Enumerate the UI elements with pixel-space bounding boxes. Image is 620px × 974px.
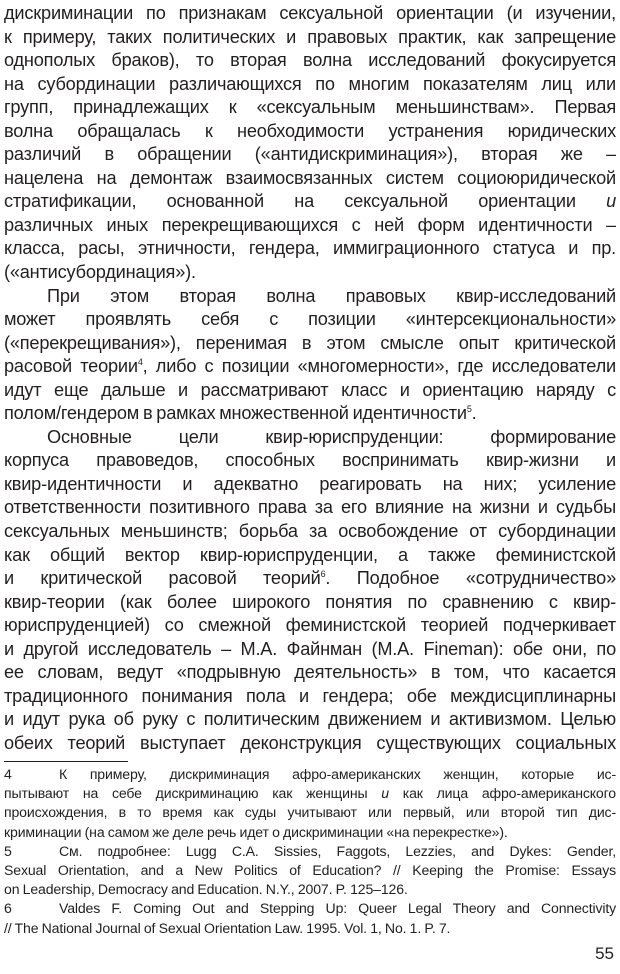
text-line: класса, расы, этничности, гендера, иммиграционного статуса и пр.: [4, 238, 616, 259]
footnote-line: on Leadership, Democracy and Education. N.Y., 2007. P. 125–126.: [4, 881, 408, 898]
footnote-ref: 4: [137, 357, 143, 368]
footnote-line: криминации (на самом же деле речь идет о дискриминации «на перекрестке»).: [4, 823, 508, 840]
text-line: сексуальных меньшинств; борьба за освобождение от субординации: [4, 521, 616, 542]
footnote-6: [4, 899, 616, 918]
footnote-number: 5: [4, 842, 12, 859]
text-line: квир-теории (как более широкого понятия по сравнению с квир-: [4, 591, 616, 612]
footnote-line: Sexual Orientation, and a New Politics of Education? // Keeping the Promise: Essays: [4, 861, 616, 878]
footnote-text: К примеру, дискриминация афро-американских женщин, которые ис-: [59, 766, 616, 782]
footnote-text: См. подробнее: Lugg C.A. Sissies, Faggots, Lezzies, and Dykes: Gender,: [59, 842, 616, 859]
text-line: Основные цели квир-юриспруденции: формирование: [47, 426, 616, 447]
footnote-divider: [4, 761, 128, 762]
footnote-4: [4, 765, 616, 784]
footnote-5: [4, 842, 616, 861]
text-line: и другой исследователь – М.А. Файнман (M.A. Fineman): обе они, по: [4, 638, 616, 659]
text-line: различий в обращении («антидискриминация»), вторая же –: [4, 144, 616, 165]
text-line: ответственности позитивного права за его влияние на жизни и судьбы: [4, 497, 616, 518]
text-line: традиционного понимания пола и гендера; обе междисциплинарны: [4, 685, 616, 706]
text-line: квир-идентичности и адекватно реагировать на них; усиление: [4, 473, 616, 494]
footnote-ref: 6: [320, 569, 326, 580]
text-line: и критической расовой теорий$^6$. Подобное «сотрудничество»: [4, 568, 616, 589]
footnote-text: Valdes F. Coming Out and Stepping Up: Queer Legal Theory and Connectivity: [59, 900, 616, 917]
text-line: («перекрещивания»), перенимая в этом смысле опыт критической: [4, 332, 616, 353]
text-line: стратификации, основанной на сексуальной ориентации и: [4, 191, 616, 212]
page-number: 55: [595, 944, 614, 963]
text-line: При этом вторая волна правовых квир-исследований: [47, 285, 616, 306]
footnote-line: пытывают на себе дискриминацию как женщины и как лица афро-американского: [4, 785, 616, 802]
footnote-number: 4: [4, 766, 12, 782]
text-line: на субординации различающихся по многим показателям лиц или: [4, 73, 616, 94]
text-line: групп, принадлежащих к «сексуальным меньшинствам». Первая: [4, 97, 616, 118]
text-line: однополых браков), то вторая волна исследований фокусируется: [4, 50, 616, 71]
body-text: [4, 2, 616, 756]
footnotes: [4, 765, 616, 938]
text-line: различных иных перекрещивающихся с ней форм идентичности –: [4, 214, 616, 235]
footnote-line: происхождения, в то время как суды учитывают или первый, или второй тип дис-: [4, 804, 616, 821]
text-line: и идут рука об руку с политическим движением и активизмом. Целью: [4, 709, 616, 730]
footnote-line: // The National Journal of Sexual Orientation Law. 1995. Vol. 1, No. 1. P. 7.: [4, 919, 451, 936]
text-line: к примеру, таких политических и правовых практик, как запрещение: [4, 26, 616, 47]
text-line: («антисубординация»).: [4, 262, 196, 283]
text-line: нацелена на демонтаж взаимосвязанных систем социоюридической: [4, 167, 616, 188]
text-line: ее словам, ведут «подрывную деятельность» в том, что касается: [4, 662, 616, 683]
footnote-ref: 5: [466, 404, 472, 415]
text-line: расовой теории$^4$, либо с позиции «многомерности», где исследователи: [4, 356, 616, 377]
text-line: корпуса правоведов, способных воспринимать квир-жизни и: [4, 450, 616, 471]
text-line: идут еще дальше и рассматривают класс и ориентацию наряду с: [4, 379, 616, 400]
text-line: волна обращалась к необходимости устранения юридических: [4, 120, 616, 141]
text-line: обеих теорий выступает деконструкция существующих социальных: [4, 732, 616, 753]
text-line: может проявлять себя с позиции «интерсекциональности»: [4, 309, 616, 330]
text-line: как общий вектор квир-юриспруденции, а также феминистской: [4, 544, 616, 565]
text-line: дискриминации по признакам сексуальной ориентации (и изучении,: [4, 3, 616, 23]
footnote-number: 6: [4, 900, 12, 917]
text-line: полом/гендером в рамках множественной идентичности$^5$.: [4, 403, 477, 424]
text-line: юриспруденцией) со смежной феминистской теорией подчеркивает: [4, 615, 616, 636]
